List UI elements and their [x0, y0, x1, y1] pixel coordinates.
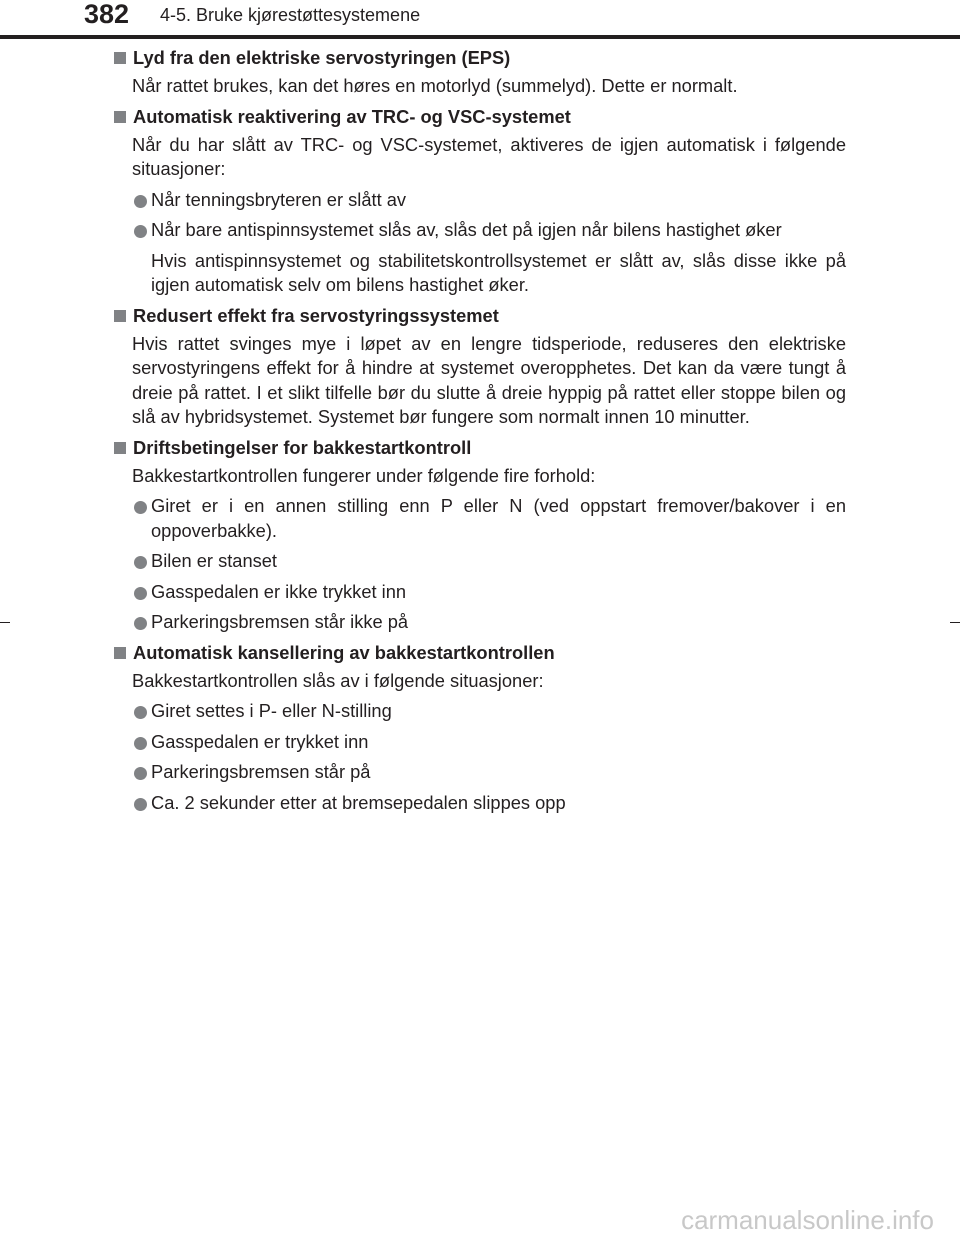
list-item-text: Når bare antispinnsystemet slås av, slås det på igjen når bilens hastighet øker: [151, 219, 782, 240]
section-hill-start-cancellation: [114, 641, 846, 816]
list-item: [114, 791, 846, 816]
square-bullet-icon: [114, 442, 126, 454]
circle-bullet-icon: [134, 225, 147, 238]
section-heading-text: Automatisk kansellering av bakkestartkontrollen: [133, 641, 555, 663]
section-heading-text: Redusert effekt fra servostyringssystemet: [133, 304, 499, 326]
circle-bullet-icon: [134, 737, 147, 750]
crop-mark-right: [950, 622, 960, 623]
section-heading-text: Automatisk reaktivering av TRC- og VSC-systemet: [133, 105, 571, 127]
section-paragraph: Bakkestartkontrollen slås av i følgende situasjoner:: [132, 669, 544, 691]
watermark: carmanualsonline.info: [681, 1205, 934, 1235]
list-item-text: Bilen er stanset: [151, 550, 278, 571]
list-item-text: Ca. 2 sekunder etter at bremsepedalen slippes opp: [151, 791, 566, 813]
circle-bullet-icon: [134, 617, 147, 630]
page-content: [114, 46, 846, 815]
square-bullet-icon: [114, 111, 126, 123]
circle-bullet-icon: [134, 767, 147, 780]
section-heading-text: Lyd fra den elektriske servostyringen (EPS): [133, 47, 511, 68]
page-header: [0, 0, 960, 40]
square-bullet-icon: [114, 52, 126, 64]
circle-bullet-icon: [134, 556, 147, 569]
list-item-text: Giret er i en annen stilling enn P eller N (ved oppstart fremover/bakover i en oppoverbakke).: [151, 495, 846, 541]
list-item-text: Parkeringsbremsen står ikke på: [151, 611, 409, 632]
section-paragraph: Når du har slått av TRC- og VSC-systemet, aktiveres de igjen automatisk i følgende situasjoner:: [132, 133, 846, 179]
list-item: [114, 549, 846, 574]
square-bullet-icon: [114, 310, 126, 322]
section-eps-sound: [114, 46, 846, 99]
section-reduced-power: [114, 304, 846, 430]
list-item-text: Gasspedalen er ikke trykket inn: [151, 580, 407, 602]
section-paragraph: Bakkestartkontrollen fungerer under følgende fire forhold:: [132, 464, 596, 486]
list-item: [114, 760, 846, 785]
section-hill-start-conditions: [114, 436, 846, 635]
section-heading: [114, 46, 846, 71]
circle-bullet-icon: [134, 587, 147, 600]
section-heading-text: Driftsbetingelser for bakkestartkontroll: [133, 436, 472, 458]
page-number: 382: [84, 0, 130, 29]
section-auto-reactivation: [114, 105, 846, 298]
section-heading: [114, 436, 846, 461]
list-item-text: Giret settes i P- eller N-stilling: [151, 700, 392, 721]
list-item-text: Når tenningsbryteren er slått av: [151, 188, 407, 210]
bullet-note: Hvis antispinnsystemet og stabilitetskontrollsystemet er slått av, slås disse ikke på igjen automatisk selv om bilens hastighet øker.: [151, 249, 846, 295]
crop-mark-left: [0, 622, 10, 623]
list-item: [114, 730, 846, 755]
list-item: [114, 494, 846, 543]
list-item: [114, 188, 846, 213]
circle-bullet-icon: [134, 706, 147, 719]
section-heading: [114, 641, 846, 666]
list-item: [114, 218, 846, 243]
circle-bullet-icon: [134, 195, 147, 208]
section-heading: [114, 105, 846, 130]
chapter-title: 4-5. Bruke kjørestøttesystemene: [160, 5, 421, 25]
circle-bullet-icon: [134, 798, 147, 811]
circle-bullet-icon: [134, 501, 147, 514]
header-rule: [0, 35, 960, 39]
section-heading: [114, 304, 846, 329]
list-item: [114, 699, 846, 724]
list-item: [114, 610, 846, 635]
list-item-text: Parkeringsbremsen står på: [151, 761, 371, 782]
list-item: [114, 580, 846, 605]
section-paragraph: Når rattet brukes, kan det høres en motorlyd (summelyd). Dette er normalt.: [132, 75, 738, 96]
section-paragraph: Hvis rattet svinges mye i løpet av en lengre tidsperiode, reduseres den elektriske servostyringens effekt for å hindre at systemet overopphetes. Det kan da være tungt å dreie på rattet. I et slikt tilfelle bør du slutte å dreie hyppig på rattet eller stoppe bilen og slå av hybridsystemet. Systemet bør fungere som normalt innen 10 minutter.: [132, 332, 846, 427]
square-bullet-icon: [114, 647, 126, 659]
list-item-text: Gasspedalen er trykket inn: [151, 730, 369, 752]
